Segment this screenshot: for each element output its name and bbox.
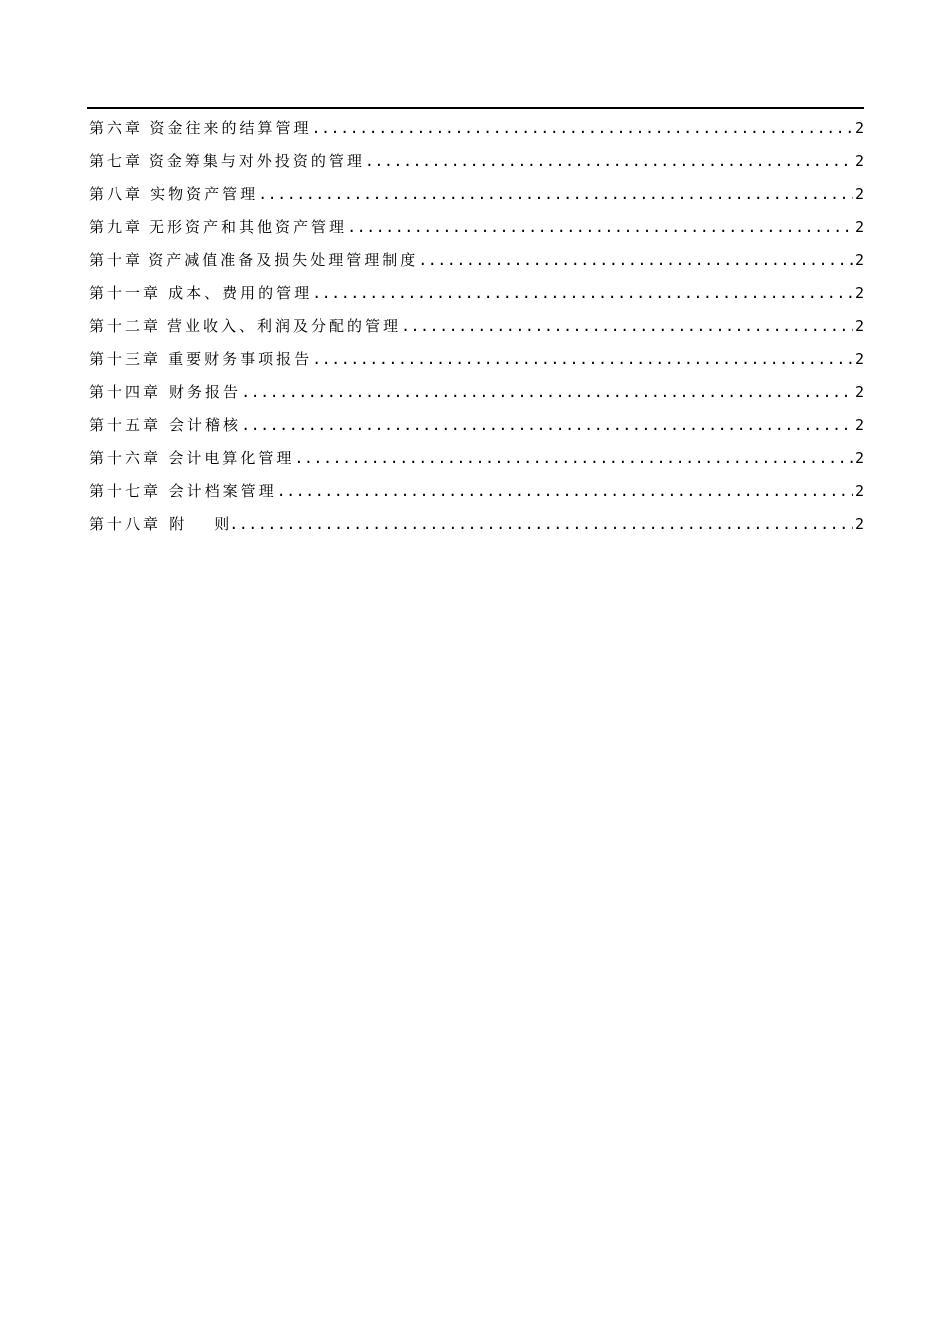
toc-entry-chapter-15[interactable] bbox=[89, 409, 864, 442]
toc-entry-chapter-14[interactable] bbox=[89, 376, 864, 409]
page-number: 2 bbox=[854, 251, 864, 269]
chapter-number: 第八章 bbox=[89, 185, 144, 203]
chapter-number: 第十七章 bbox=[89, 482, 162, 500]
page-number: 2 bbox=[854, 119, 864, 137]
chapter-title: 附 则 bbox=[169, 515, 230, 533]
chapter-number: 第十六章 bbox=[89, 449, 162, 467]
chapter-number: 第十二章 bbox=[89, 317, 162, 335]
page-number: 2 bbox=[854, 350, 864, 368]
page-number: 2 bbox=[854, 515, 864, 533]
toc-entry-chapter-17[interactable] bbox=[89, 475, 864, 508]
toc-entry-chapter-7[interactable] bbox=[89, 145, 864, 178]
dot-leader bbox=[311, 112, 852, 145]
chapter-number: 第六章 bbox=[89, 119, 144, 137]
chapter-title: 无形资产和其他资产管理 bbox=[149, 218, 348, 236]
dot-leader bbox=[312, 277, 853, 310]
chapter-title: 成本、费用的管理 bbox=[168, 284, 313, 302]
dot-leader bbox=[347, 211, 853, 244]
chapter-number: 第十一章 bbox=[89, 284, 162, 302]
toc-entry-chapter-12[interactable] bbox=[89, 310, 864, 343]
chapter-number: 第十八章 bbox=[89, 515, 162, 533]
page-number: 2 bbox=[854, 416, 864, 434]
dot-leader bbox=[418, 244, 853, 277]
page-number: 2 bbox=[854, 383, 864, 401]
chapter-title: 实物资产管理 bbox=[150, 185, 259, 203]
chapter-number: 第九章 bbox=[89, 218, 144, 236]
toc-entry-chapter-8[interactable] bbox=[89, 178, 864, 211]
header-rule bbox=[87, 107, 864, 109]
toc-entry-chapter-13[interactable] bbox=[89, 343, 864, 376]
page-number: 2 bbox=[854, 284, 864, 302]
page-number: 2 bbox=[854, 185, 864, 203]
dot-leader bbox=[401, 310, 853, 343]
chapter-title: 资金筹集与对外投资的管理 bbox=[148, 152, 365, 170]
chapter-number: 第十三章 bbox=[89, 350, 162, 368]
chapter-title: 重要财务事项报告 bbox=[168, 350, 313, 368]
dot-leader bbox=[312, 343, 853, 376]
toc-entry-chapter-16[interactable] bbox=[89, 442, 864, 475]
page-number: 2 bbox=[854, 449, 864, 467]
toc-entry-chapter-9[interactable] bbox=[89, 211, 864, 244]
dot-leader bbox=[294, 442, 853, 475]
toc-entry-chapter-18[interactable] bbox=[89, 508, 864, 541]
chapter-number: 第七章 bbox=[89, 152, 144, 170]
table-of-contents bbox=[89, 112, 864, 541]
chapter-title: 资金往来的结算管理 bbox=[149, 119, 312, 137]
chapter-title: 会计电算化管理 bbox=[168, 449, 295, 467]
page-number: 2 bbox=[854, 152, 864, 170]
dot-leader bbox=[241, 409, 853, 442]
toc-entry-chapter-11[interactable] bbox=[89, 277, 864, 310]
page-number: 2 bbox=[854, 317, 864, 335]
dot-leader bbox=[241, 376, 853, 409]
toc-entry-chapter-10[interactable] bbox=[89, 244, 864, 277]
chapter-title: 财务报告 bbox=[169, 383, 242, 401]
chapter-title: 资产减值准备及损失处理管理制度 bbox=[148, 251, 419, 269]
page-number: 2 bbox=[854, 482, 864, 500]
chapter-title: 会计稽核 bbox=[169, 416, 242, 434]
chapter-title: 会计档案管理 bbox=[168, 482, 277, 500]
chapter-number: 第十五章 bbox=[89, 416, 162, 434]
dot-leader bbox=[365, 145, 853, 178]
dot-leader bbox=[258, 178, 853, 211]
page-number: 2 bbox=[854, 218, 864, 236]
chapter-number: 第十章 bbox=[89, 251, 144, 269]
toc-entry-chapter-6[interactable] bbox=[89, 112, 864, 145]
dot-leader bbox=[229, 508, 853, 541]
chapter-title: 营业收入、利润及分配的管理 bbox=[166, 317, 401, 335]
chapter-number: 第十四章 bbox=[89, 383, 162, 401]
dot-leader bbox=[277, 475, 853, 508]
